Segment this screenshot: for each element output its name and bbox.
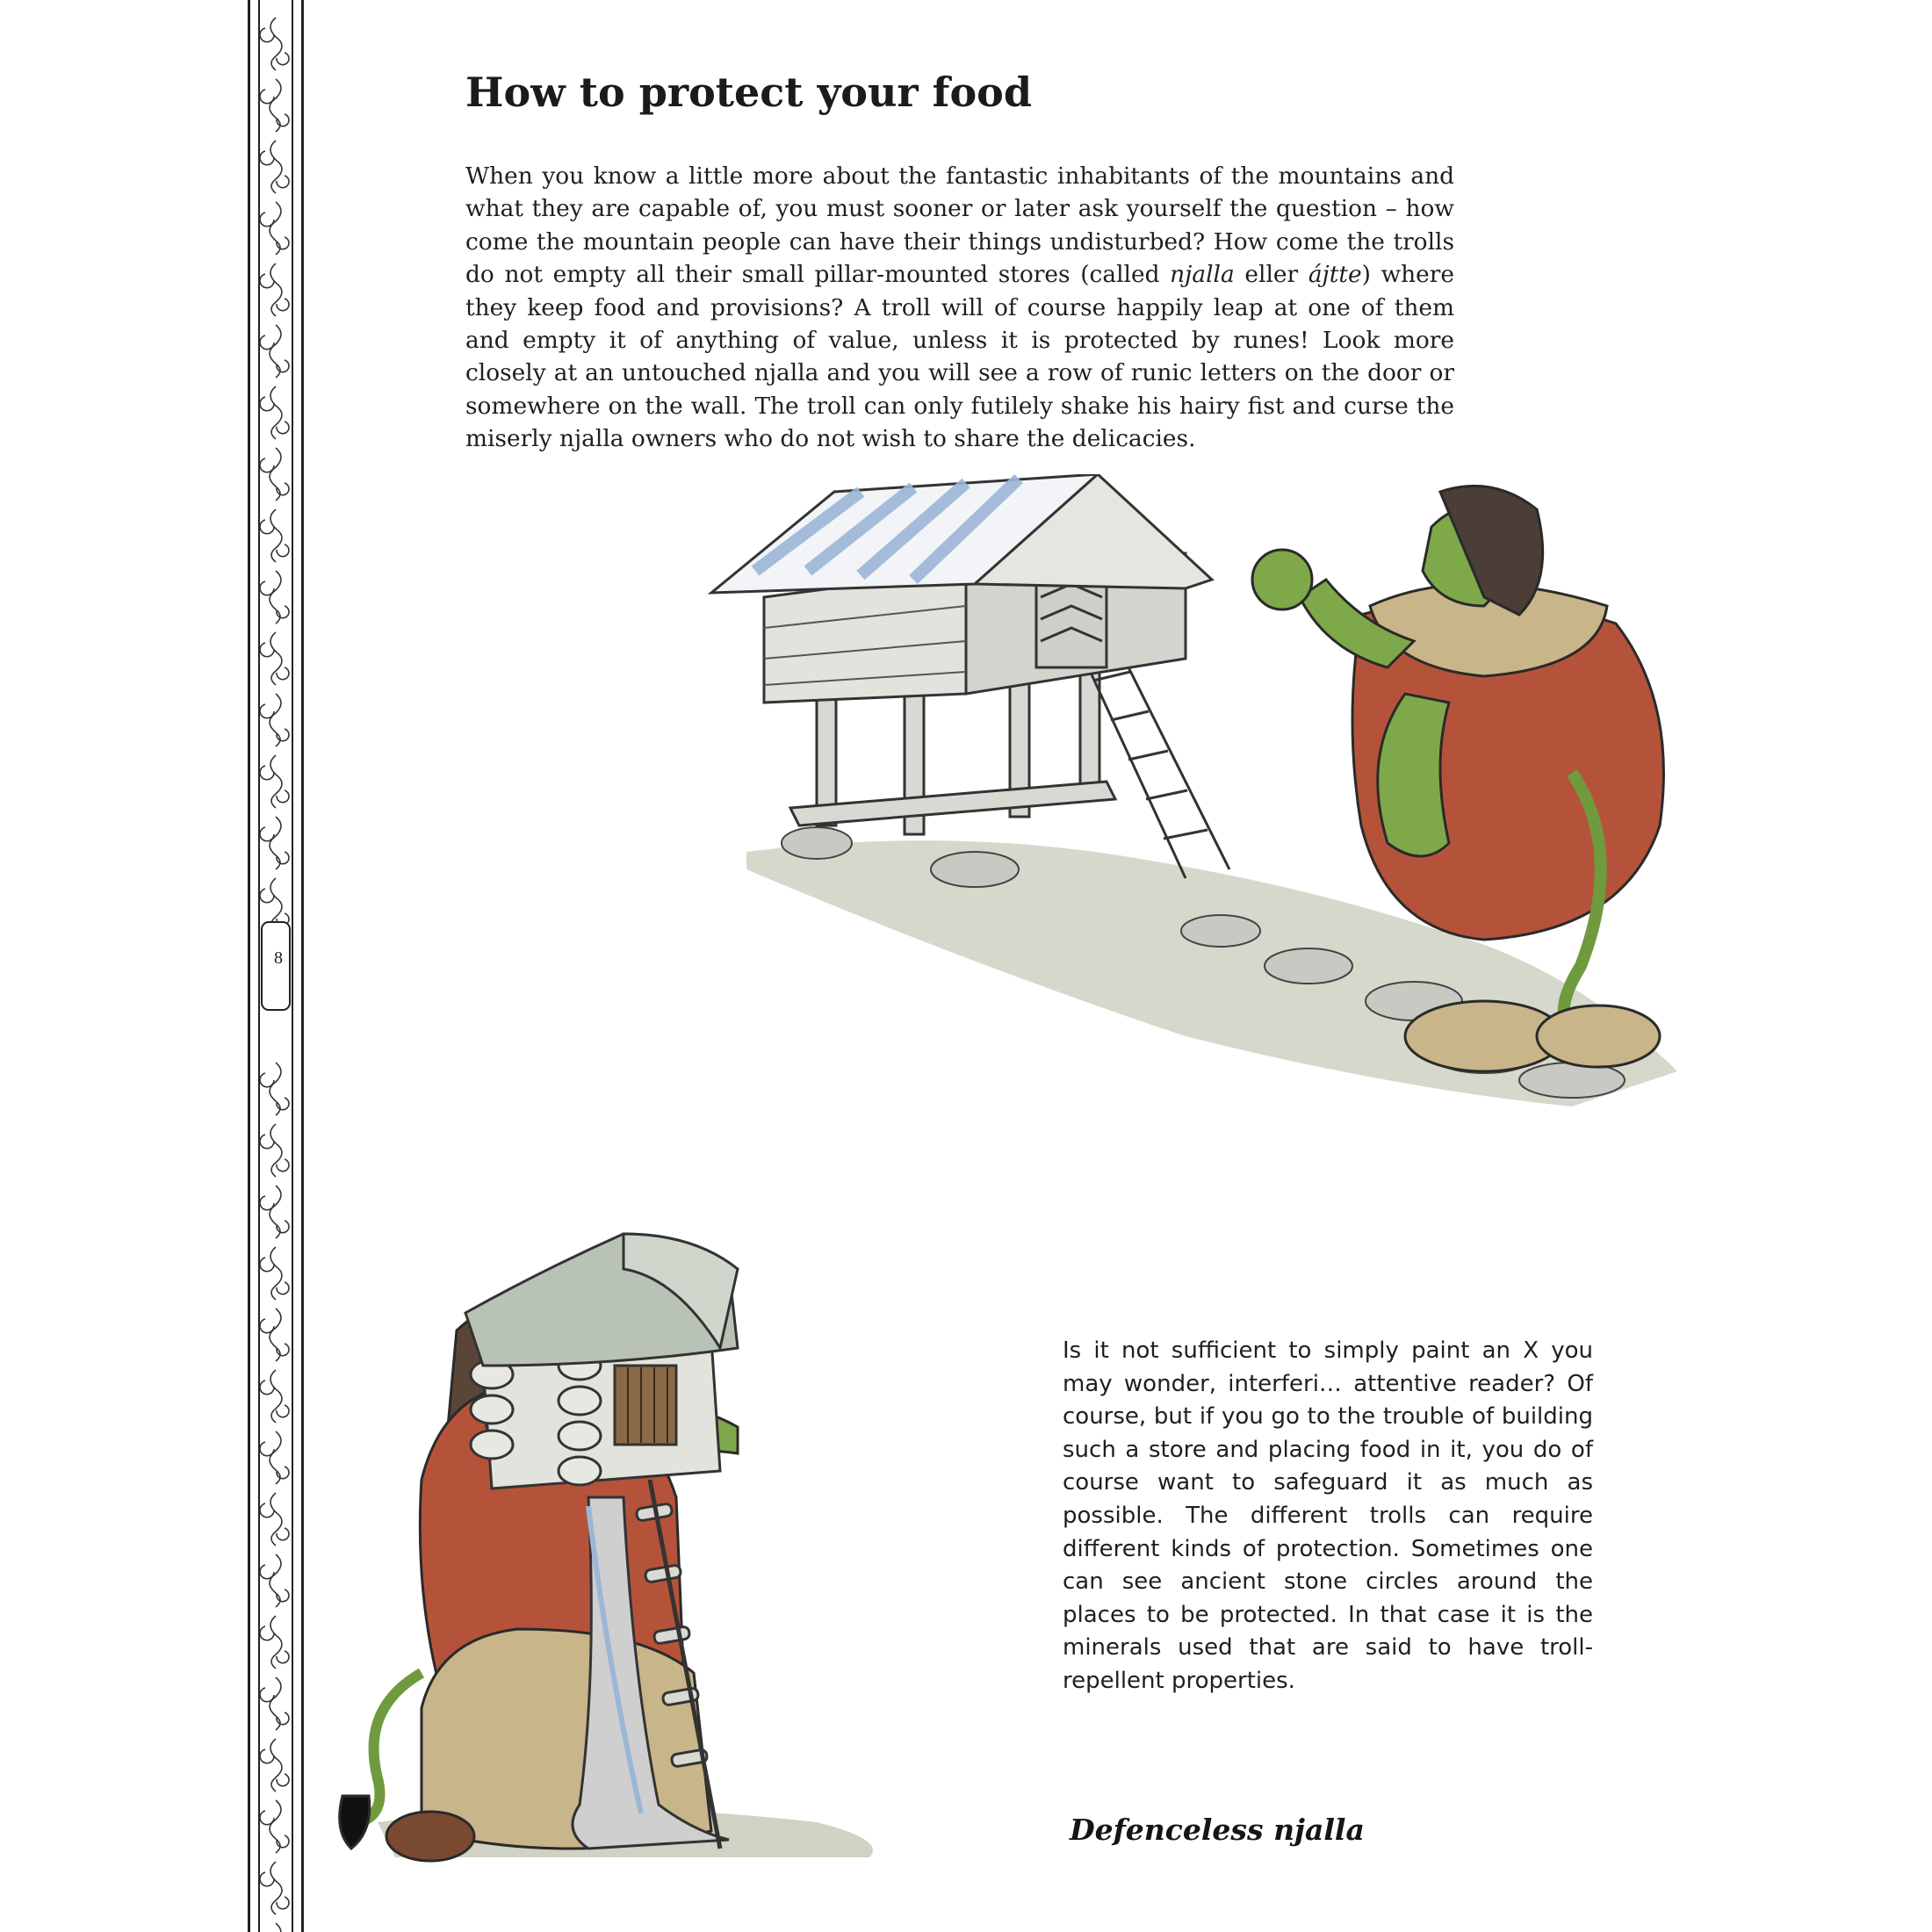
page-title: How to protect your food <box>465 68 1032 116</box>
intro-text-run: When you know a little more about the fantastic inhabitants of the mountains and what they are capable of, you must sooner or later ask yourself the question – how come the mountain people can have their things undisturbed? How come the trolls do not empty all their small pillar-mounted stores (called <box>465 162 1454 289</box>
intro-italic-term: ájtte <box>1308 261 1362 289</box>
side-paragraph: Is it not sufficient to simply paint an X you may wonder, interferi… attentive reader? Of course, but if you go to the trouble of building such a store and placing food in it, you do of course want to safeguard it as much as possible. The different trolls can require different kinds of protection. Sometimes one can see ancient stone circles around the places to be protected. In that case it is the minerals used that are said to have troll-repellent properties. <box>1063 1337 1593 1694</box>
illustration-caption: Defenceless njalla <box>1070 1813 1365 1847</box>
page-number: 8 <box>274 948 283 968</box>
intro-paragraph <box>465 160 1454 456</box>
intro-italic-term: njalla <box>1170 261 1235 289</box>
intro-text-run: ) where they keep food and provisions? A troll will of course happily leap at one of them and empty it of anything of value, unless it is protected by runes! Look more closely at an untouched njalla and you will see a row of runic letters on the door or somewhere on the wall. The troll can only futilely shake his hairy fist and curse the miserly njalla owners who do not wish to share the delicacies. <box>465 261 1455 453</box>
intro-text-run: eller <box>1234 261 1308 289</box>
defenceless-njalla-illustration <box>325 1216 1027 1866</box>
troll-njalla-illustration <box>694 474 1695 1115</box>
